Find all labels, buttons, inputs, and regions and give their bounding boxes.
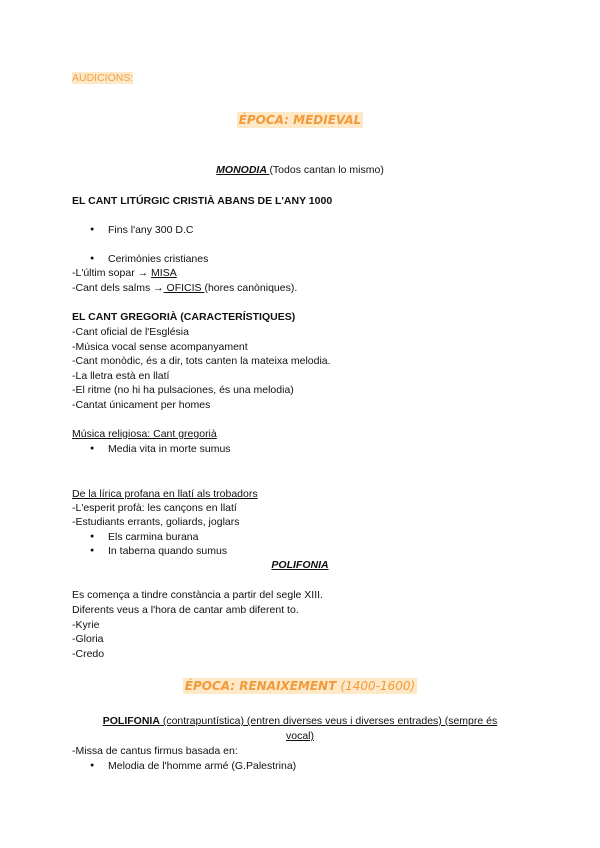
gregoria-line: -Cant monòdic, és a dir, tots canten la mateixa melodia. (72, 355, 331, 367)
lirica-heading: De la lírica profana en llatí als trobadors (72, 488, 258, 500)
gregoria-line: -Música vocal sense acompanyament (72, 341, 248, 353)
epoch-renaixement-heading (0, 679, 600, 693)
polifonia-line: Es comença a tindre constància a partir del segle XIII. (72, 589, 323, 601)
polifonia-line: -Gloria (72, 633, 104, 645)
gregoria-heading: EL CANT GREGORIÀ (CARACTERÍSTIQUES) (72, 311, 296, 323)
missa-line: -Missa de cantus firmus basada en: (72, 745, 238, 757)
ultim-sopar-line: -L'últim sopar → MISA (72, 267, 177, 279)
lirica-line: -Estudiants errants, goliards, joglars (72, 516, 240, 528)
monodia-note: (Todos cantan lo mismo) (269, 164, 384, 176)
polifonia-line: -Credo (72, 648, 105, 660)
monodia-heading (0, 164, 600, 176)
cant-liturgic-heading: EL CANT LITÚRGIC CRISTIÀ ABANS DE L'ANY 1000 (72, 195, 333, 207)
polifonia-line: Diferents veus a l'hora de cantar amb diferent to. (72, 604, 299, 616)
epoch-medieval-heading (0, 113, 600, 127)
list-item: ● Media vita in morte sumus (90, 443, 231, 455)
lirica-line: -L'esperit profà: les cançons en llatí (72, 502, 237, 514)
monodia-title: MONODIA (216, 164, 270, 176)
audicions-label: AUDICIONS: (72, 72, 134, 84)
musica-religiosa-heading: Música religiosa: Cant gregorià (72, 428, 217, 440)
polifonia-renaixement-line1: POLIFONIA (contrapuntística) (entren diverses veus i diverses entrades) (sempre és (102, 715, 498, 727)
list-item: ● Fins l'any 300 D.C (90, 224, 193, 236)
polifonia-heading: POLIFONIA (271, 559, 329, 571)
gregoria-line: -Cant oficial de l'Església (72, 326, 189, 338)
list-item: ● Cerimònies cristianes (90, 253, 208, 265)
oficis-text: OFICIS (163, 282, 205, 294)
list-item: ● In taberna quando sumus (90, 545, 227, 557)
epoch-medieval-title: ÉPOCA: MEDIEVAL (238, 113, 362, 127)
list-item: ● Els carmina burana (90, 531, 198, 543)
epoch-renaixement-title: ÉPOCA: RENAIXEMENT (1400-1600) (184, 679, 416, 693)
misa-link-text: MISA (151, 267, 177, 279)
salms-line: -Cant dels salms → OFICIS (hores canòniques). (72, 282, 298, 294)
gregoria-line: -El ritme (no hi ha pulsaciones, és una melodia) (72, 384, 294, 396)
list-item: ● Melodia de l'homme armé (G.Palestrina) (90, 760, 296, 772)
polifonia-line: -Kyrie (72, 619, 100, 631)
gregoria-line: -Cantat únicament per homes (72, 399, 211, 411)
gregoria-line: -La lletra està en llatí (72, 370, 170, 382)
polifonia-renaixement-line2: vocal) (285, 730, 314, 742)
